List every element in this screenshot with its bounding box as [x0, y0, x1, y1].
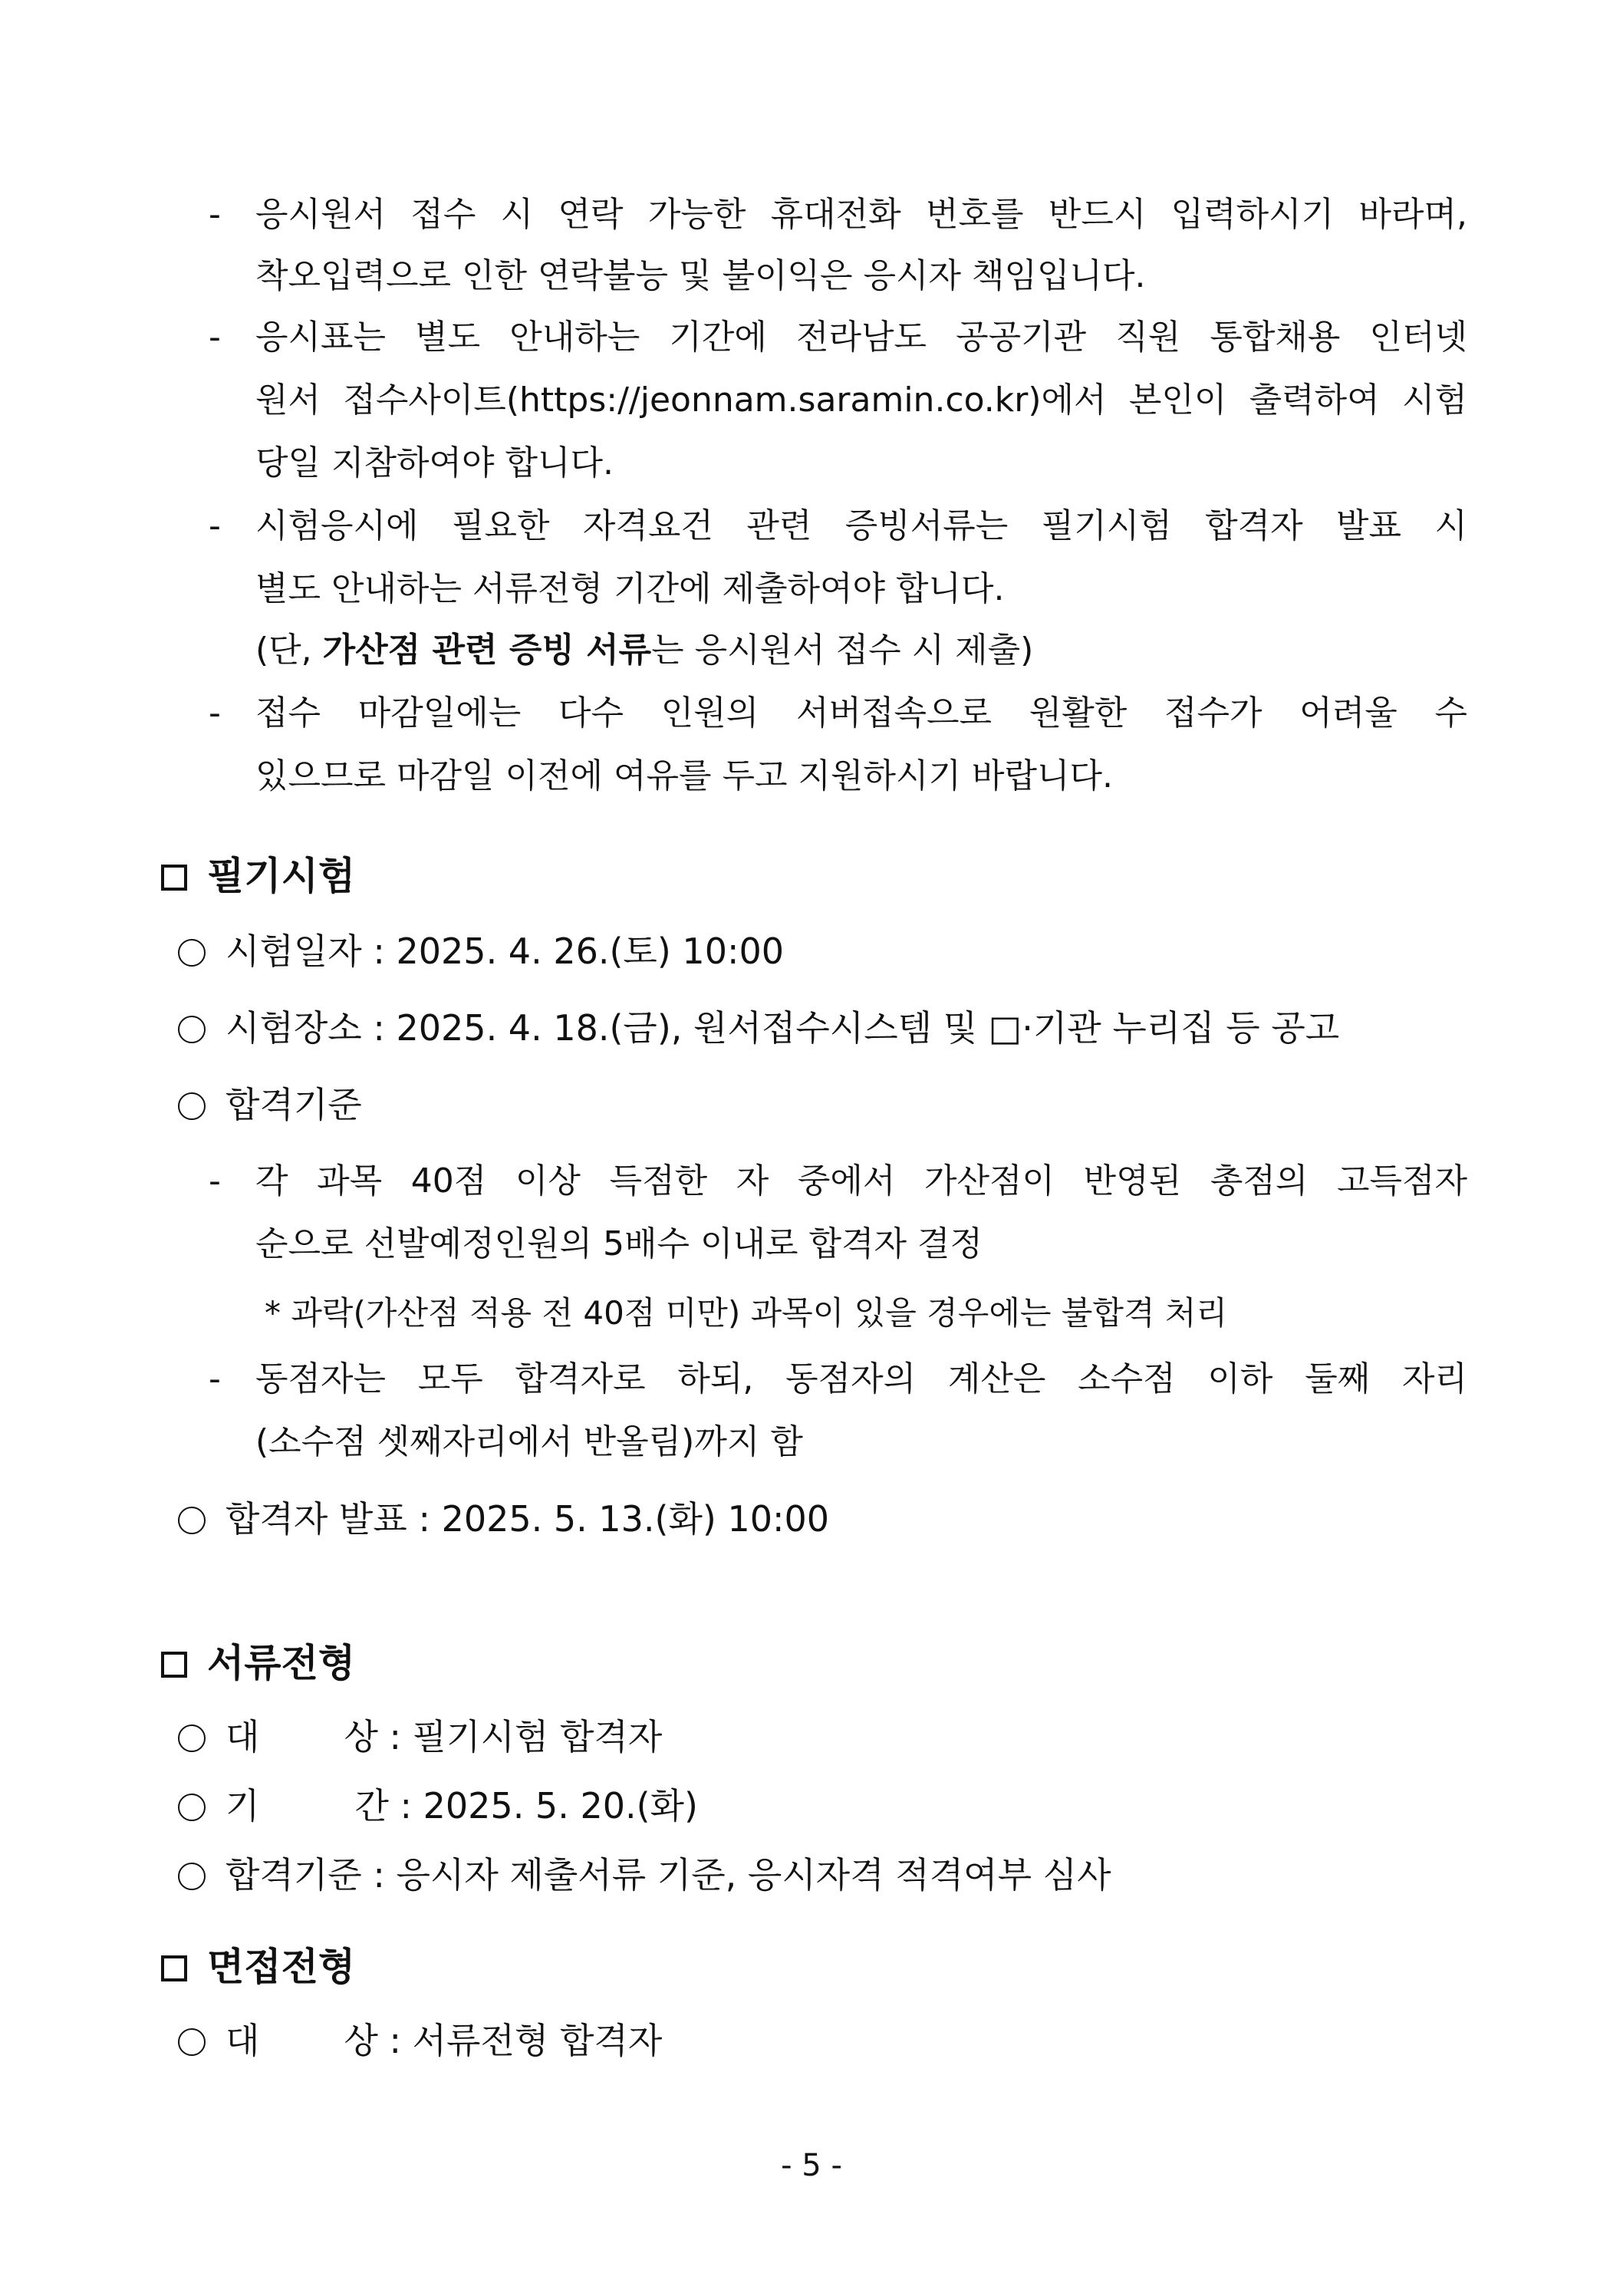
- value: 2025. 5. 20.(화): [423, 1785, 698, 1827]
- label-b: 간: [354, 1785, 389, 1827]
- value: 필기시험 합격자: [412, 1716, 663, 1757]
- colon: :: [373, 1007, 385, 1049]
- section-title: 필기시험: [207, 854, 356, 898]
- intro-bullet-1-line-1: 응시원서 접수 시 연락 가능한 휴대전화 번호를 반드시 입력하시기 바라며,: [255, 195, 1467, 234]
- colon: :: [389, 1716, 401, 1757]
- section-interview-heading: [161, 1944, 355, 1990]
- value: 서류전형 합격자: [412, 2020, 663, 2061]
- value: 2025. 4. 26.(토) 10:00: [396, 931, 784, 972]
- written-exam-date: [178, 930, 784, 973]
- circle-bullet-icon: [178, 1016, 206, 1043]
- colon: :: [400, 1785, 412, 1827]
- intro-bullet-3-line-2: 별도 안내하는 서류전형 기간에 제출하여야 합니다.: [255, 569, 1005, 608]
- circle-bullet-icon: [178, 1724, 206, 1752]
- section-document-screening-heading: [161, 1640, 355, 1686]
- circle-bullet-icon: [178, 1794, 206, 1821]
- criteria-2-line-2: (소수점 셋째자리에서 반올림)까지 함: [255, 1422, 803, 1461]
- label-a: 대: [226, 1716, 260, 1757]
- colon: :: [373, 1854, 385, 1896]
- page-number: - 5 -: [781, 2148, 842, 2183]
- label: 시험일자: [226, 931, 362, 972]
- criteria-1-line-1: 각 과목 40점 이상 득점한 자 중에서 가산점이 반영된 총점의 고득점자: [255, 1161, 1467, 1201]
- colon: :: [373, 931, 385, 972]
- colon: :: [389, 2020, 401, 2061]
- section-title: 서류전형: [207, 1641, 356, 1685]
- interview-target: [178, 2019, 662, 2062]
- bullet-dash-icon: -: [209, 506, 221, 545]
- bullet-dash-icon: -: [209, 318, 221, 357]
- intro-bullet-4-line-2: 있으므로 마감일 이전에 여유를 두고 지원하시기 바랍니다.: [255, 756, 1113, 796]
- written-announce: [178, 1497, 829, 1540]
- intro-bullet-2-line-3: 당일 지참하여야 합니다.: [255, 443, 614, 483]
- square-bullet-icon: [161, 865, 187, 891]
- bullet-dash-icon: -: [209, 693, 221, 733]
- criteria-note: * 과락(가산점 적용 전 40점 미만) 과목이 있을 경우에는 불합격 처리: [265, 1294, 1228, 1332]
- value: 2025. 4. 18.(금), 원서접수시스템 및 □·기관 누리집 등 공고: [396, 1007, 1340, 1049]
- note-prefix: (단,: [255, 631, 323, 670]
- criteria-2-line-1: 동점자는 모두 합격자로 하되, 동점자의 계산은 소수점 이하 둘째 자리: [255, 1359, 1467, 1398]
- square-bullet-icon: [161, 1955, 187, 1981]
- section-written-exam-heading: [161, 853, 355, 899]
- label: 합격기준: [226, 1084, 362, 1125]
- intro-bullet-3-line-1: 시험응시에 필요한 자격요건 관련 증빙서류는 필기시험 합격자 발표 시: [255, 506, 1467, 545]
- intro-bullet-4-line-1: 접수 마감일에는 다수 인원의 서버접속으로 원활한 접수가 어려울 수: [255, 693, 1467, 733]
- criteria-1-line-2: 순으로 선발예정인원의 5배수 이내로 합격자 결정: [255, 1224, 983, 1263]
- circle-bullet-icon: [178, 1092, 206, 1120]
- document-period: [178, 1784, 698, 1827]
- label-b: 상: [344, 2020, 378, 2061]
- document-criteria: [178, 1853, 1111, 1896]
- value: 응시자 제출서류 기준, 응시자격 적격여부 심사: [396, 1854, 1111, 1896]
- bullet-dash-icon: -: [209, 195, 221, 234]
- circle-bullet-icon: [178, 2028, 206, 2056]
- note-suffix: 는 응시원서 접수 시 제출): [651, 631, 1034, 670]
- label-b: 상: [344, 1716, 378, 1757]
- intro-bullet-2-line-2: 원서 접수사이트(https://jeonnam.saramin.co.kr)에서 본인이 출력하여 시험: [255, 380, 1467, 420]
- circle-bullet-icon: [178, 1863, 206, 1890]
- intro-bullet-1-line-2: 착오입력으로 인한 연락불능 및 불이익은 응시자 책임입니다.: [255, 256, 1146, 295]
- colon: :: [418, 1498, 430, 1540]
- written-exam-place: [178, 1006, 1339, 1049]
- value: 2025. 5. 13.(화) 10:00: [441, 1498, 830, 1540]
- label-a: 기: [226, 1785, 260, 1827]
- square-bullet-icon: [161, 1652, 187, 1678]
- label: 합격기준: [226, 1854, 362, 1896]
- written-criteria: [178, 1083, 362, 1126]
- intro-bullet-3-note: [255, 629, 1033, 672]
- label-a: 대: [226, 2020, 260, 2061]
- label: 시험장소: [226, 1007, 362, 1049]
- bullet-dash-icon: -: [209, 1161, 221, 1201]
- note-bold-emphasis: 가산점 관련 증빙 서류: [322, 631, 652, 670]
- intro-bullet-2-line-1: 응시표는 별도 안내하는 기간에 전라남도 공공기관 직원 통합채용 인터넷: [255, 318, 1467, 357]
- circle-bullet-icon: [178, 1507, 206, 1534]
- label: 합격자 발표: [226, 1498, 407, 1540]
- circle-bullet-icon: [178, 939, 206, 967]
- section-title: 면접전형: [207, 1945, 356, 1989]
- document-target: [178, 1715, 662, 1758]
- bullet-dash-icon: -: [209, 1359, 221, 1398]
